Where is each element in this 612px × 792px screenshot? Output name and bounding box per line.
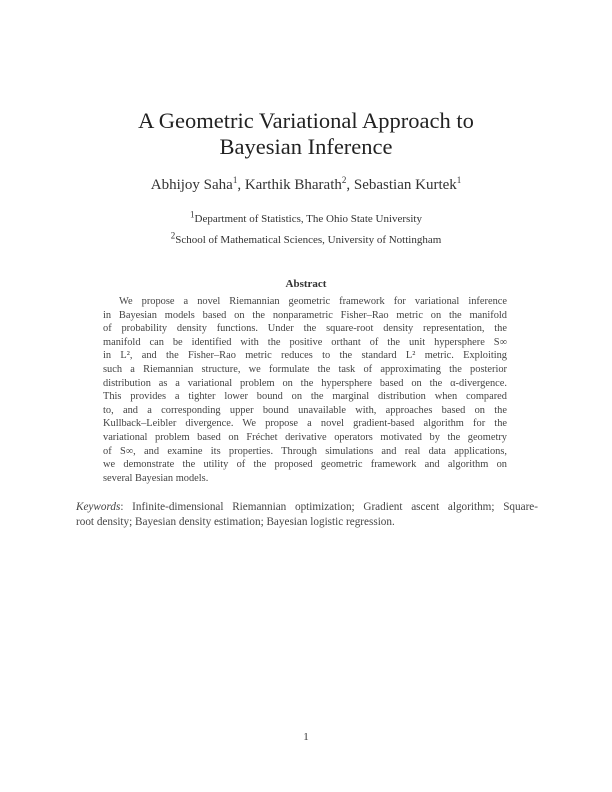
affiliation-mark: 2 bbox=[170, 230, 176, 241]
keywords-line: root density; Bayesian density estimation; Bayesian logistic regression. bbox=[76, 515, 395, 528]
keywords-label: Keywords bbox=[76, 501, 121, 513]
abstract-line: such a Riemannian structure, we formulate the task of approximating the posterior bbox=[103, 363, 507, 375]
abstract-line: manifold can be identified with the positive orthant of the unit hypersphere S∞ bbox=[103, 336, 507, 348]
author-list: Abhijoy Saha$^1$, Karthik Bharath$^2$, Sebastian Kurtek$^1$ bbox=[150, 175, 462, 193]
author-affil-mark: 2 bbox=[341, 175, 347, 185]
abstract-line: in Bayesian models based on the nonparametric Fisher–Rao metric on the manifold bbox=[103, 309, 507, 321]
abstract-line: several Bayesian models. bbox=[103, 472, 209, 484]
abstract-line: we demonstrate the utility of the proposed geometric framework and algorithm on bbox=[103, 459, 507, 471]
keywords-text: : Infinite-dimensional Riemannian optimization; Gradient ascent algorithm; Square- bbox=[120, 501, 538, 513]
author-name: Abhijoy Saha bbox=[150, 177, 233, 193]
paper-title bbox=[60, 108, 552, 160]
abstract-line: We propose a novel Riemannian geometric framework for variational inference bbox=[119, 296, 507, 307]
keywords-line bbox=[76, 500, 538, 515]
abstract-line: in L², and the Fisher–Rao metric reduces to the standard L² metric. Exploiting bbox=[103, 350, 507, 362]
abstract-line: Kullback–Leibler divergence. We propose a novel gradient-based algorithm for the bbox=[103, 418, 507, 430]
abstract-line: distribution as a variational problem on the hypersphere based on the α-divergence. bbox=[103, 377, 507, 389]
affiliation-text: School of Mathematical Sciences, University of Nottingham bbox=[175, 234, 442, 246]
author-name: Karthik Bharath bbox=[244, 177, 342, 193]
affiliation-mark: 1 bbox=[190, 209, 195, 220]
abstract-line: of S∞, and examine its properties. Through simulations and real data applications, bbox=[103, 445, 507, 457]
abstract-line: of probability density functions. Under the square-root density representation, the bbox=[103, 323, 507, 335]
abstract-line: variational problem based on Fréchet derivative operators motivated by the geometry bbox=[103, 431, 507, 443]
affiliation-text: Department of Statistics, The Ohio State University bbox=[194, 213, 422, 225]
author-affil-mark: 1 bbox=[232, 175, 238, 185]
abstract-body bbox=[103, 295, 507, 485]
affiliation-2 bbox=[60, 230, 552, 247]
title-line-1: A Geometric Variational Approach to bbox=[138, 108, 474, 133]
abstract-heading: Abstract bbox=[285, 278, 327, 290]
keywords-block bbox=[76, 500, 538, 529]
page-number: 1 bbox=[303, 731, 309, 743]
author-name: Sebastian Kurtek bbox=[353, 177, 457, 193]
abstract-line: This provides a tighter lower bound on the marginal distribution when compared bbox=[103, 391, 507, 403]
author-affil-mark: 1 bbox=[456, 175, 462, 185]
abstract-line: to, and a corresponding upper bound unavailable with, approaches based on the bbox=[103, 404, 507, 416]
title-line-2: Bayesian Inference bbox=[219, 134, 393, 159]
affiliation-1 bbox=[60, 209, 552, 226]
